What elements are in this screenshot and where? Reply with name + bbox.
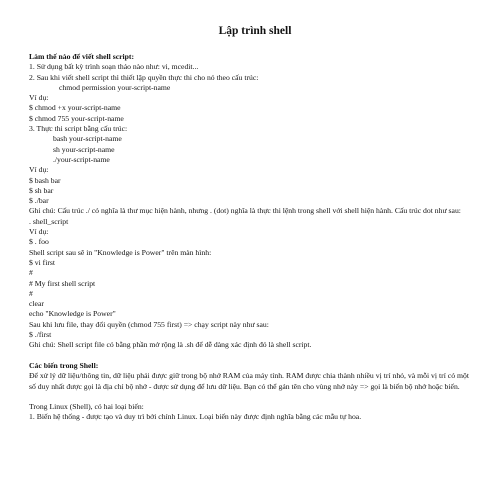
text-line: $ . foo (29, 237, 49, 247)
text-line: Ghi chú: Shell script file có bằng phần mở rộng là .sh để dễ dàng xác định đó là shell script. (29, 340, 312, 350)
text-line: # (29, 268, 33, 278)
text-line: Sau khi lưu file, thay đổi quyền (chmod 755 first) => chạy script này như sau: (29, 319, 269, 329)
text-line: Ví dụ: (29, 165, 49, 175)
text-line: $ vi first (29, 257, 56, 267)
text-line: $ bash bar (29, 175, 61, 185)
paragraph: Để xử lý dữ liệu/thông tin, dữ liệu phải được giữ trong bộ nhớ RAM của máy tính. RAM được chia thành nhiều vị trí nhỏ, và mỗi vị trí có một số duy nhất được gọi là địa chỉ bộ nhớ - được sử dụng để lưu dữ liệu. Bạn có thể gán tên cho vùng nhớ này => gọi là biến bộ nhớ hoặc biến. (29, 371, 469, 391)
text-line: echo "Knowledge is Power" (29, 309, 116, 319)
text-line: 1. Sử dụng bất kỳ trình soạn thảo nào như: vi, mcedit... (29, 62, 199, 72)
paragraph: 1. Biến hệ thống - được tạo và duy trì bởi chính Linux. Loại biến này được định nghĩa bằng các mẫu tự hoa. (29, 412, 362, 422)
text-line: $ chmod +x your-script-name (29, 103, 121, 113)
text-line: $ chmod 755 your-script-name (29, 113, 124, 123)
text-line: 3. Thực thi script bằng cấu trúc: (29, 124, 128, 134)
code-line: ./your-script-name (53, 154, 110, 164)
text-line: # (29, 288, 33, 298)
section-heading: Làm thế nào để viết shell script: (29, 52, 135, 61)
text-line: # My first shell script (29, 278, 96, 288)
text-line: . shell_script (29, 216, 69, 226)
text-line: 2. Sau khi viết shell script thì thiết lập quyền thực thi cho nó theo cấu trúc: (29, 72, 259, 82)
code-line: sh your-script-name (53, 144, 115, 154)
text-line: $ sh bar (29, 185, 54, 195)
text-line: Trong Linux (Shell), có hai loại biến: (29, 402, 144, 412)
paragraph: Ghi chú: Cấu trúc ./ có nghĩa là thư mục hiện hành, nhưng . (dot) nghĩa là thực thi lệnh trong shell với shell hiện hành. Cấu trúc dot như sau: (29, 206, 461, 216)
text-line: Shell script sau sẽ in "Knowledge is Power" trên màn hình: (29, 247, 212, 257)
text-line: Ví dụ: (29, 227, 49, 237)
text-line: clear (29, 299, 44, 309)
spacer (29, 351, 469, 361)
section-heading: Các biến trong Shell: (29, 360, 99, 370)
code-line: bash your-script-name (53, 134, 122, 144)
document-body (29, 52, 469, 423)
text-line: Ví dụ: (29, 93, 49, 103)
code-line: chmod permission your-script-name (59, 82, 171, 92)
text-line: $ ./first (29, 330, 52, 340)
spacer (29, 392, 469, 402)
document-title: Lập trình shell (218, 25, 292, 37)
text-line: $ ./bar (29, 196, 49, 206)
